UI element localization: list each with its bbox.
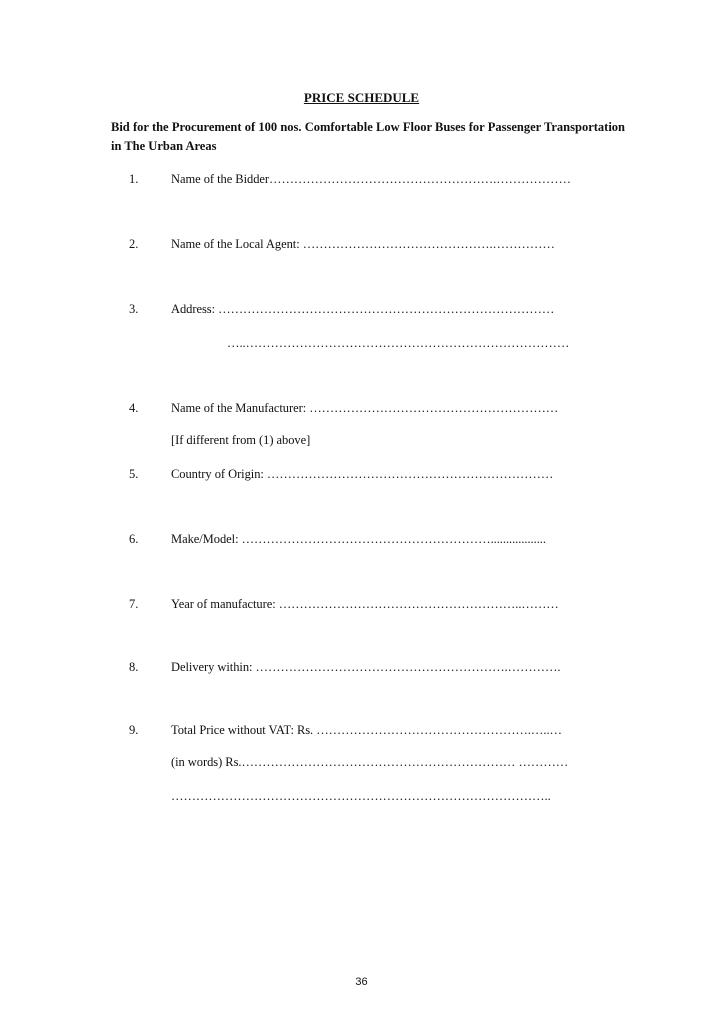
- price-in-words-continuation: ………………………………………………………………………………..: [171, 789, 551, 803]
- manufacturer-note: [If different from (1) above]: [171, 433, 311, 447]
- page-title: PRICE SCHEDULE: [303, 90, 420, 105]
- item-number: 1.: [129, 172, 139, 186]
- local-agent-field: Name of the Local Agent: ……………………………………….……………: [171, 237, 555, 251]
- item-number: 3.: [129, 302, 139, 316]
- make-model-field: Make/Model: ……………………………………………………..................: [171, 532, 546, 546]
- manufacturer-field: Name of the Manufacturer: ……………………………………………………: [171, 401, 559, 415]
- item-number: 2.: [129, 237, 139, 251]
- bid-description: Bid for the Procurement of 100 nos. Comfortable Low Floor Buses for Passenger Transportation in The Urban Areas: [111, 120, 625, 153]
- address-continuation: …..……………………………………………………………………: [227, 336, 570, 350]
- price-in-words-field: (in words) Rs.………………………………………………………… …………: [171, 755, 569, 769]
- country-of-origin-field: Country of Origin: ……………………………………………………………: [171, 467, 554, 481]
- item-number: 7.: [129, 597, 139, 611]
- bidder-name-field: Name of the Bidder……………………………………………….………………: [171, 172, 571, 186]
- year-of-manufacture-field: Year of manufacture: …………………………………………………..………: [171, 597, 559, 611]
- total-price-field: Total Price without VAT: Rs. …………………………………………….…..…: [171, 723, 562, 737]
- page-number: 36: [355, 976, 368, 988]
- item-number: 6.: [129, 532, 139, 546]
- delivery-within-field: Delivery within: …………………………………………………….………….: [171, 660, 561, 674]
- item-number: 4.: [129, 401, 139, 415]
- item-number: 9.: [129, 723, 139, 737]
- item-number: 8.: [129, 660, 139, 674]
- address-field: Address: ………………………………………………………………………: [171, 302, 555, 316]
- item-number: 5.: [129, 467, 139, 481]
